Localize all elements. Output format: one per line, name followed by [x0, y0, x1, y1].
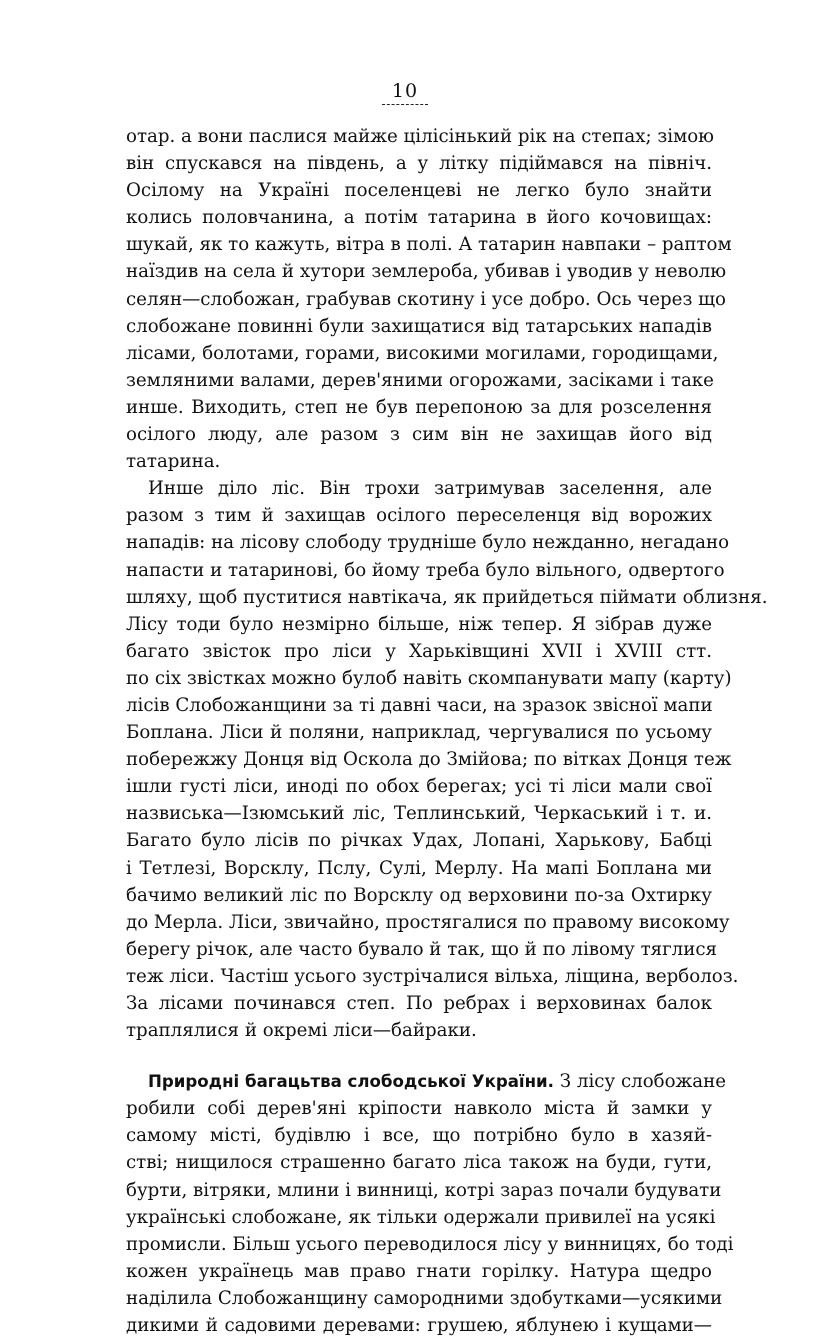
body-text [126, 123, 768, 1339]
text-line: промисли. Більш усього переводилося лісу у винницях, бо тоді [126, 1233, 734, 1255]
text-run: З лісу слобожане [559, 1071, 726, 1093]
text-line: наділила Слобожанщину самородними здобутками—усякими [126, 1287, 723, 1309]
text-line: колись половчанина, а потім татарина в його кочовищах: [126, 207, 712, 229]
text-line: земляними валами, дерев'яними огорожами, засіками і таке [126, 369, 714, 391]
text-line: татарина. [126, 451, 221, 473]
text-line: лісами, болотами, горами, високими могилами, городищами, [126, 342, 719, 364]
text-line: стві; нищилося страшенно багато ліса також на буди, гути, [126, 1152, 712, 1174]
text-line: инше. Виходить, степ не був перепоною за для розселення [126, 396, 712, 418]
text-line [126, 1068, 726, 1095]
text-line: селян—слобожан, грабував скотину і усе добро. Ось через що [126, 288, 727, 310]
text-line: осілого люду, але разом з сим він не захищав його від [126, 424, 712, 446]
text-line: він спускався на південь, а у літку підіймався на північ. [126, 153, 712, 175]
text-line: слобожане повинні були захищатися від татарських нападів [126, 315, 712, 337]
text-line: Осілому на Україні поселенцеві не легко було знайти [126, 180, 712, 202]
text-line: самому місті, будівлю і все, що потрібно було в хазяй- [126, 1125, 712, 1147]
text-line: і Тетлезі, Ворсклу, Пслу, Сулі, Мерлу. На мапі Боплана ми [126, 857, 712, 879]
text-line: робили собі дерев'яні кріпости навколо міста й замки у [126, 1098, 712, 1120]
text-line: назвиська—Ізюмський ліс, Теплинський, Черкаський і т. и. [126, 803, 712, 825]
text-line: Инше діло ліс. Він трохи затримував заселення, але [148, 478, 712, 500]
text-line: За лісами починався степ. По ребрах і верховинах балок [126, 993, 712, 1014]
text-line: кожен українець мав право гнати горілку. Натура щедро [126, 1260, 712, 1282]
text-line: українські слобожане, як тільки одержали привилеї на усякі [126, 1206, 716, 1228]
text-line: дикими й садовими деревами: грушею, яблунею і кущами— [126, 1315, 712, 1337]
text-line: побережжу Донця від Оскола до Змійова; по вітках Донця теж [126, 749, 732, 771]
text-line: Боплана. Ліси й поляни, наприклад, чергувалися по усьому [126, 722, 712, 744]
text-line: шукай, як то кажуть, вітра в полі. А татарин навпаки – раптом [126, 234, 732, 256]
text-line: разом з тим й захищав осілого переселенця від ворожих [126, 505, 712, 527]
paragraph-gap [126, 1044, 712, 1068]
paragraph-2 [126, 475, 768, 1044]
text-line: лісів Слобожанщини за ті давні часи, на зразок звісної мапи [126, 694, 713, 716]
text-line: шляху, щоб пуститися навтікача, як прийдеться піймати облизня. [126, 586, 768, 608]
text-line: до Мерла. Ліси, звичайно, простягалися по правому високому [126, 911, 730, 933]
text-line: ішли густі ліси, иноді по обох берегах; усі ті ліси мали свої [126, 776, 712, 798]
text-line: бачимо великий ліс по Ворсклу од верховини по-за Охтирку [126, 884, 712, 906]
text-line: Лісу тоди було незмірно більше, ніж тепер. Я зібрав дуже [126, 613, 712, 635]
text-line: нападів: на лісову слободу трудніше було нежданно, негадано [126, 532, 730, 554]
section-heading: Природні багацьтва слободської України. [148, 1072, 554, 1092]
page-number [380, 80, 430, 105]
text-line: багато звісток про ліси у Харьківщині XVII і XVIII стт. [126, 640, 712, 662]
text-line: бурти, вітряки, млини і винниці, котрі зараз почали будувати [126, 1179, 722, 1201]
text-line: по сіх звістках можно булоб навіть скомпанувати мапу (карту) [126, 667, 732, 689]
text-line: траплялися й окремі ліси—байраки. [126, 1020, 477, 1042]
text-line: напасти и татаринові, бо йому треба було вільного, одвертого [126, 559, 725, 581]
paragraph-3 [126, 1068, 734, 1339]
text-line: берегу річок, але часто бувало й так, що й по лівому тяглися [126, 938, 718, 960]
text-line: наїздив на села й хутори землероба, убивав і уводив у неволю [126, 261, 727, 283]
paragraph-1 [126, 123, 732, 475]
text-line: отар. а вони паслися майже цілісінький рік на степах; зімою [126, 126, 715, 147]
text-line: теж ліси. Частіш усього зустрічалися вільха, ліщина, верболоз. [126, 965, 739, 987]
text-line: Багато було лісів по річках Удах, Лопані, Харькову, Бабці [126, 830, 712, 852]
page-number-rule [382, 104, 428, 105]
page-number-text: 10 [391, 80, 419, 102]
